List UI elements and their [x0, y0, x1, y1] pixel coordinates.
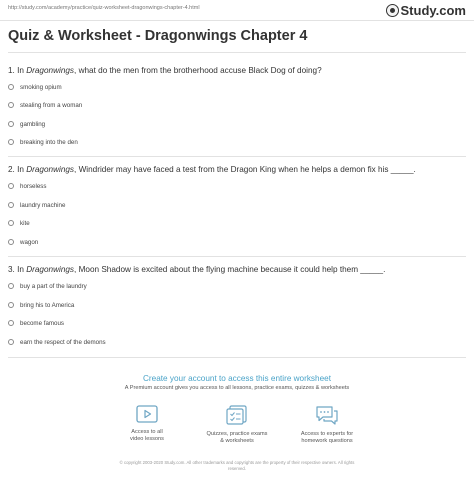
page-title: Quiz & Worksheet - Dragonwings Chapter 4: [8, 28, 308, 44]
option-q1-c[interactable]: [8, 119, 45, 129]
question-number: 2.: [8, 165, 15, 174]
radio-button-icon[interactable]: [8, 239, 14, 245]
logo-text: Study.com: [400, 3, 466, 18]
feature-quizzes: [192, 405, 282, 445]
feature-line-2: homework questions: [301, 438, 353, 444]
option-label: become famous: [20, 319, 65, 327]
option-label: horseless: [20, 182, 47, 190]
question-number: 3.: [8, 265, 15, 274]
feature-video-lessons: [102, 405, 192, 443]
cta-title[interactable]: Create your account to access this entire worksheet: [143, 374, 331, 383]
option-q3-d[interactable]: [8, 337, 106, 347]
option-label: buy a part of the laundry: [20, 282, 87, 290]
copyright-line-2: reserved.: [228, 466, 246, 471]
question-text-pre: In: [14, 66, 27, 75]
question-text-pre: In: [14, 265, 27, 274]
book-title: Dragonwings: [26, 165, 75, 174]
question-1: [8, 66, 466, 75]
option-label: smoking opium: [20, 83, 62, 91]
question-divider: [8, 256, 466, 257]
feature-line-1: Quizzes, practice exams: [206, 431, 268, 437]
option-q1-d[interactable]: [8, 137, 78, 147]
radio-button-icon[interactable]: [8, 84, 14, 90]
video-icon: [136, 405, 158, 423]
chat-icon: [315, 405, 339, 425]
option-label: kite: [20, 219, 30, 227]
option-q3-b[interactable]: [8, 300, 74, 310]
radio-button-icon[interactable]: [8, 102, 14, 108]
feature-line-1: Access to all: [131, 429, 163, 435]
page-url: http://study.com/academy/practice/quiz-worksheet-dragonwings-chapter-4.html: [8, 5, 200, 11]
study-logo[interactable]: [386, 3, 467, 18]
radio-button-icon[interactable]: [8, 139, 14, 145]
option-label: laundry machine: [20, 201, 66, 209]
feature-line-2: & worksheets: [220, 438, 254, 444]
question-text-post: , what do the men from the brotherhood accuse Black Dog of doing?: [74, 66, 322, 75]
question-text-pre: In: [14, 165, 27, 174]
option-q2-d[interactable]: [8, 237, 38, 247]
option-q2-b[interactable]: [8, 200, 65, 210]
radio-button-icon[interactable]: [8, 220, 14, 226]
top-bar: [0, 0, 474, 21]
option-label: gambling: [20, 120, 46, 128]
question-divider: [8, 156, 466, 157]
cta-subtitle: A Premium account gives you access to all lessons, practice exams, quizzes & worksheets: [124, 385, 350, 391]
book-title: Dragonwings: [26, 265, 75, 274]
radio-button-icon[interactable]: [8, 283, 14, 289]
book-title: Dragonwings: [26, 66, 75, 75]
radio-button-icon[interactable]: [8, 202, 14, 208]
option-q2-c[interactable]: [8, 218, 30, 228]
create-account-link[interactable]: [0, 374, 474, 383]
question-text-post: , Moon Shadow is excited about the flying machine because it could help them _____.: [74, 265, 386, 274]
cta-subtitle-wrap: [0, 385, 474, 391]
option-label: stealing from a woman: [20, 101, 83, 109]
option-q1-a[interactable]: [8, 82, 62, 92]
feature-line-1: Access to experts for: [300, 431, 354, 437]
question-3: [8, 265, 466, 274]
option-q3-c[interactable]: [8, 318, 64, 328]
option-label: earn the respect of the demons: [20, 338, 106, 346]
radio-button-icon[interactable]: [8, 121, 14, 127]
option-q3-a[interactable]: [8, 281, 87, 291]
radio-button-icon[interactable]: [8, 183, 14, 189]
question-divider: [8, 357, 466, 358]
option-label: wagon: [20, 238, 39, 246]
copyright-footer: [87, 460, 387, 472]
question-text-post: , Windrider may have faced a test from the Dragon King when he helps a demon fix his _____.: [74, 165, 416, 174]
question-2: [8, 165, 466, 174]
quiz-icon: [226, 405, 248, 425]
radio-button-icon[interactable]: [8, 302, 14, 308]
option-q2-a[interactable]: [8, 181, 46, 191]
option-q1-b[interactable]: [8, 100, 82, 110]
copyright-line-1: © copyright 2003-2020 Study.com. All other trademarks and copyrights are the property of their respective owners. All rights: [119, 460, 355, 465]
study-logo-icon: [386, 4, 399, 17]
option-label: bring his to America: [20, 301, 75, 309]
feature-line-2: video lessons: [130, 436, 164, 442]
option-label: breaking into the den: [20, 138, 78, 146]
radio-button-icon[interactable]: [8, 320, 14, 326]
radio-button-icon[interactable]: [8, 339, 14, 345]
title-divider: [8, 52, 466, 53]
question-number: 1.: [8, 66, 15, 75]
feature-experts: [282, 405, 372, 445]
